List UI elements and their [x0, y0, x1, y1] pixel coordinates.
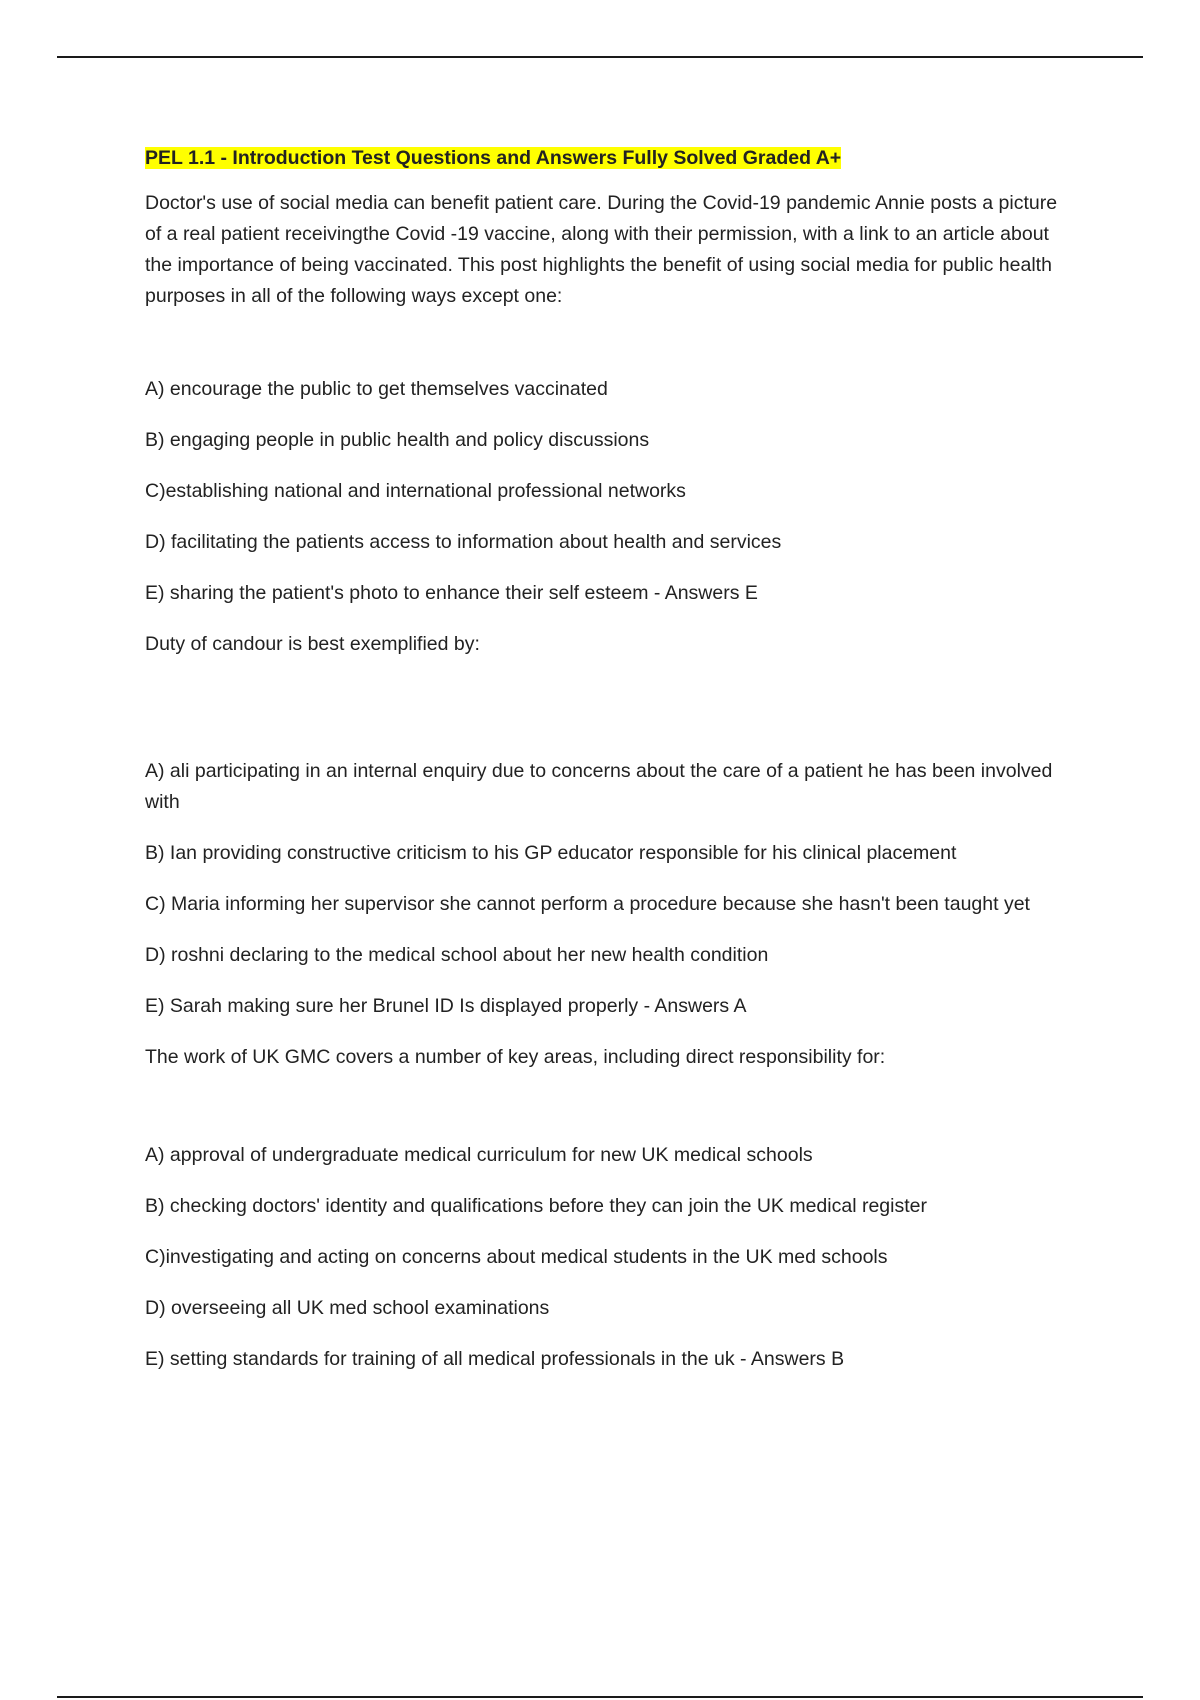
- document-title: [145, 144, 1075, 172]
- document-body: [145, 144, 1075, 1395]
- question-1-option-b: B) engaging people in public health and policy discussions: [145, 429, 650, 451]
- question-1-stem: Doctor's use of social media can benefit patient care. During the Covid-19 pandemic Annie posts a picture of a real patient receivingthe Covid -19 vaccine, along with their permission, with a link to an article about the importance of being vaccinated. This post highlights the benefit of using social media for public health purposes in all of the following ways except one:: [145, 192, 1058, 307]
- title-highlight: PEL 1.1 - Introduction Test Questions and Answers Fully Solved Graded A+: [145, 147, 842, 169]
- question-3-option-d: D) overseeing all UK med school examinations: [145, 1297, 550, 1319]
- question-2-options: [145, 756, 1075, 1022]
- question-3-option-b: B) checking doctors' identity and qualifications before they can join the UK medical register: [145, 1195, 927, 1217]
- question-3-option-a: A) approval of undergraduate medical curriculum for new UK medical schools: [145, 1144, 813, 1166]
- question-3-option-c: C)investigating and acting on concerns about medical students in the UK med schools: [145, 1246, 888, 1268]
- question-2-option-c: C) Maria informing her supervisor she cannot perform a procedure because she hasn't been taught yet: [145, 893, 1030, 915]
- question-2-stem: Duty of candour is best exemplified by:: [145, 633, 480, 655]
- question-3-options: [145, 1140, 1075, 1375]
- question-3-stem: The work of UK GMC covers a number of key areas, including direct responsibility for:: [145, 1046, 886, 1068]
- question-1-option-c: C)establishing national and international professional networks: [145, 480, 686, 502]
- question-1-option-a: A) encourage the public to get themselves vaccinated: [145, 378, 608, 400]
- question-1-option-d: D) facilitating the patients access to information about health and services: [145, 531, 782, 553]
- page-bottom-rule: [57, 1696, 1143, 1698]
- question-1-options: [145, 374, 1075, 609]
- question-1-option-e: E) sharing the patient's photo to enhance their self esteem - Answers E: [145, 582, 758, 604]
- page-top-rule: [57, 56, 1143, 58]
- question-2-option-d: D) roshni declaring to the medical school about her new health condition: [145, 944, 769, 966]
- question-3-option-e: E) setting standards for training of all medical professionals in the uk - Answers B: [145, 1348, 845, 1370]
- question-2-option-a: A) ali participating in an internal enquiry due to concerns about the care of a patient he has been involved with: [145, 760, 1053, 813]
- question-2-option-b: B) Ian providing constructive criticism to his GP educator responsible for his clinical placement: [145, 842, 957, 864]
- question-2-option-e: E) Sarah making sure her Brunel ID Is displayed properly - Answers A: [145, 995, 747, 1017]
